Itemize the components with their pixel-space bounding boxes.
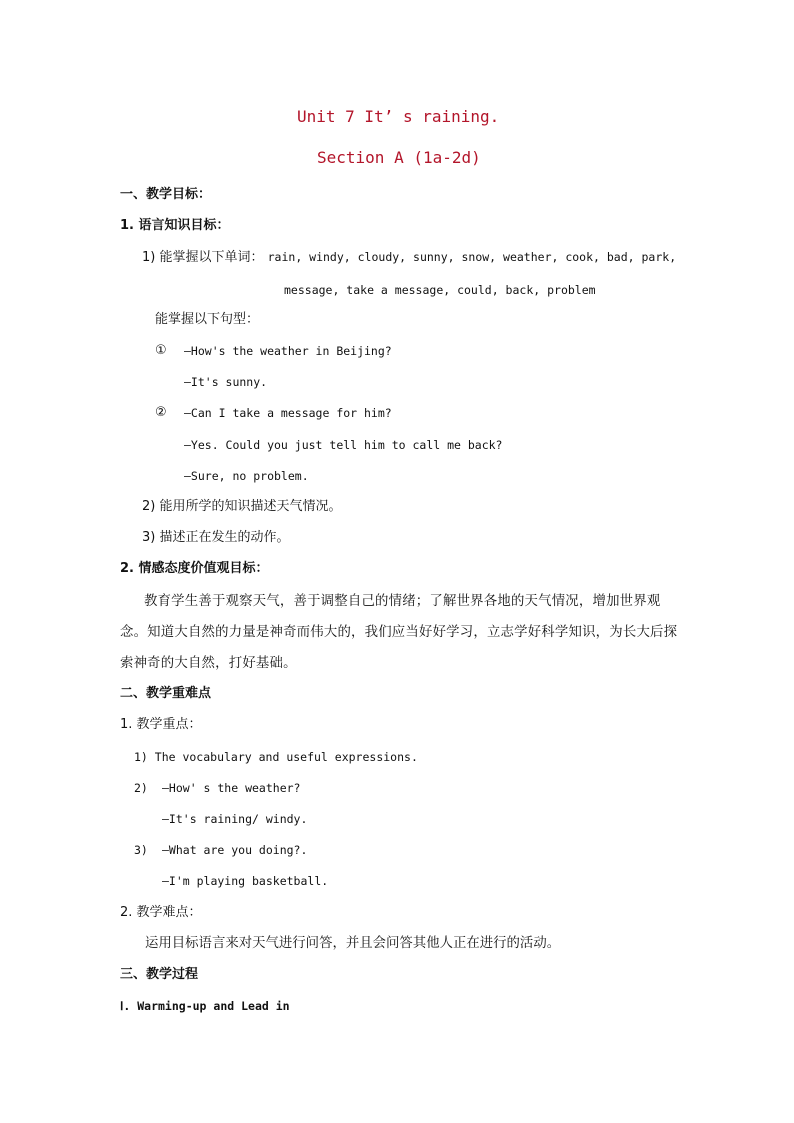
- key-point-2-number: 2): [134, 781, 148, 795]
- section-heading-objectives: 一、教学目标：: [120, 187, 212, 202]
- section-heading-process: 三、教学过程: [120, 967, 199, 982]
- sentence-group-marker-1: ①: [155, 343, 167, 358]
- section-heading-key-points: 二、教学重难点: [120, 686, 212, 701]
- sentence-line: —Can I take a message for him?: [184, 406, 392, 420]
- subsection-heading-language-knowledge: 1. 语言知识目标：: [120, 218, 230, 233]
- key-points-heading: 1. 教学重点：: [120, 717, 202, 732]
- key-point-3-number: 3): [134, 843, 148, 857]
- sentence-line: —How's the weather in Beijing?: [184, 344, 392, 358]
- difficulties-heading: 2. 教学难点：: [120, 905, 202, 920]
- sentence-patterns-intro: 能掌握以下句型：: [155, 312, 260, 327]
- document-title: Unit 7 It’ s raining.: [297, 107, 500, 126]
- sentence-group-marker-2: ②: [155, 405, 167, 420]
- document-subtitle: Section A (1a-2d): [317, 148, 481, 167]
- objective-item-3: 3) 描述正在发生的动作。: [142, 530, 290, 545]
- key-point-3-line2: —I'm playing basketball.: [162, 874, 329, 888]
- key-point-2-line2: —It's raining/ windy.: [162, 812, 308, 826]
- difficulty-text: 运用目标语言来对天气进行问答，并且会问答其他人正在进行的活动。: [145, 936, 561, 951]
- objective-item-2: 2) 能用所学的知识描述天气情况。: [142, 499, 342, 514]
- subsection-heading-emotional-values: 2. 情感态度价值观目标：: [120, 561, 269, 576]
- vocabulary-prefix: 1) 能掌握以下单词：: [142, 250, 264, 265]
- sentence-line: —Sure, no problem.: [184, 469, 309, 483]
- step-warming-up: Ⅰ. Warming-up and Lead in: [120, 999, 290, 1013]
- key-point-1: 1) The vocabulary and useful expressions.: [134, 750, 418, 764]
- emotional-values-paragraph: 教育学生善于观察天气，善于调整自己的情绪；了解世界各地的天气情况，增加世界观念。知道大自然的力量是神奇而伟大的，我们应当好好学习，立志学好科学知识，为长大后探索神奇的大自然，打好基础。: [120, 594, 678, 671]
- sentence-line: —Yes. Could you just tell him to call me back?: [184, 438, 503, 452]
- vocabulary-words-line2: message, take a message, could, back, problem: [284, 283, 596, 297]
- vocabulary-words-line1: rain, windy, cloudy, sunny, snow, weather, cook, bad, park,: [267, 250, 677, 264]
- key-point-3-line1: —What are you doing?.: [162, 843, 308, 857]
- sentence-line: —It's sunny.: [184, 375, 268, 389]
- vocabulary-line: [142, 248, 676, 267]
- key-point-2-line1: —How' s the weather?: [162, 781, 301, 795]
